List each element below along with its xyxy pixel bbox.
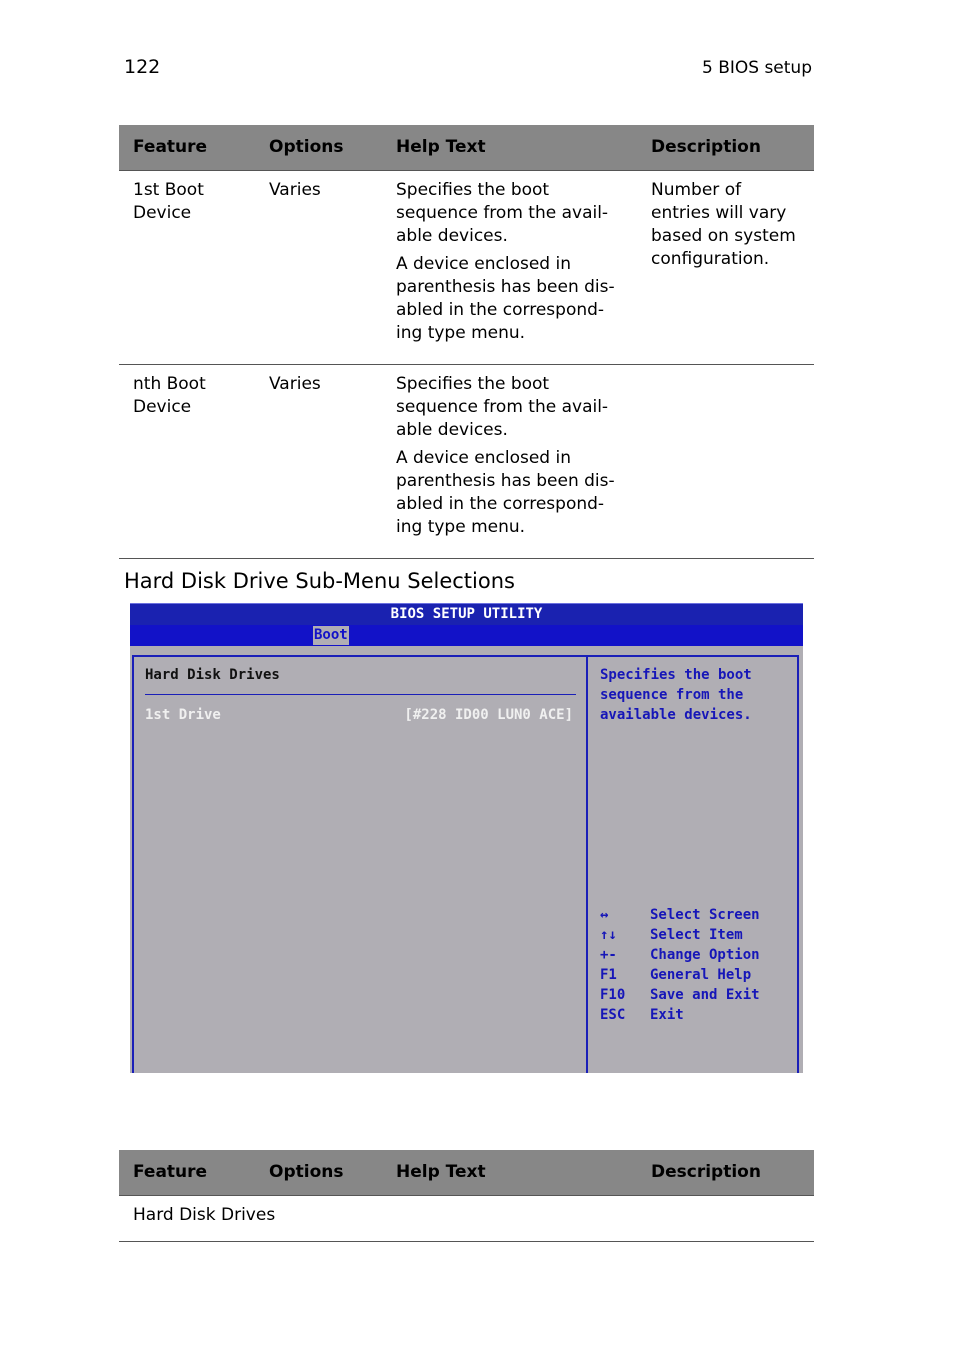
feature-cell — [119, 365, 255, 559]
key-description: Change Option — [650, 947, 760, 963]
description-cell — [637, 171, 814, 365]
section-heading: Hard Disk Drive Sub-Menu Selections — [124, 569, 515, 593]
help-paragraph — [396, 179, 637, 248]
table-row — [119, 171, 814, 365]
plus-minus-key: +- — [600, 947, 617, 963]
help-line: A device enclosed in — [396, 254, 571, 274]
options-cell: Varies — [255, 365, 382, 559]
column-header-help: Help Text — [382, 125, 637, 171]
help-cell — [382, 1196, 637, 1242]
column-header-feature: Feature — [119, 1150, 255, 1196]
help-line: able devices. — [396, 226, 508, 246]
feature-line: nth Boot — [133, 374, 206, 394]
help-line: abled in the correspond- — [396, 494, 605, 514]
column-header-options: Options — [255, 1150, 382, 1196]
help-paragraph — [396, 447, 637, 539]
feature-line: Device — [133, 397, 192, 417]
key-description: General Help — [650, 967, 752, 983]
key-description: Select Screen — [650, 907, 760, 923]
table-row — [119, 365, 814, 559]
column-header-feature: Feature — [119, 125, 255, 171]
feature-cell: Hard Disk Drives — [119, 1196, 382, 1242]
key-description: Save and Exit — [650, 987, 760, 1003]
help-cell — [382, 365, 637, 559]
drive-item-value[interactable]: [#228 ID00 LUN0 ACE] — [404, 707, 573, 723]
table-header-row — [119, 1150, 814, 1196]
description-line: Number of — [651, 180, 742, 200]
help-line: Specifies the boot — [396, 374, 550, 394]
help-text-line: sequence from the — [600, 687, 744, 703]
column-header-help: Help Text — [382, 1150, 637, 1196]
bios-screenshot — [130, 603, 803, 1073]
key-description: Select Item — [650, 927, 743, 943]
help-text-line: available devices. — [600, 707, 752, 723]
esc-key: ESC — [600, 1007, 626, 1023]
panel-divider — [586, 655, 588, 1073]
bios-tab-bar — [130, 625, 803, 646]
description-line: based on system — [651, 226, 796, 246]
column-header-description: Description — [637, 125, 814, 171]
key-description: Exit — [650, 1007, 684, 1023]
column-header-options: Options — [255, 125, 382, 171]
title-underline — [145, 694, 576, 695]
f1-key: F1 — [600, 967, 617, 983]
up-down-arrow-icon: ↑↓ — [600, 927, 617, 943]
panel-title: Hard Disk Drives — [145, 667, 280, 683]
description-line: configuration. — [651, 249, 770, 269]
description-line: entries will vary — [651, 203, 787, 223]
feature-line: 1st Boot — [133, 180, 204, 200]
drive-item-label[interactable]: 1st Drive — [145, 707, 221, 723]
description-cell — [637, 365, 814, 559]
help-line: able devices. — [396, 420, 508, 440]
help-cell — [382, 171, 637, 365]
help-line: sequence from the avail- — [396, 397, 609, 417]
help-paragraph — [396, 373, 637, 442]
help-line: ing type menu. — [396, 323, 526, 343]
left-right-arrow-icon: ↔ — [600, 907, 609, 923]
help-text-line: Specifies the boot — [600, 667, 752, 683]
options-cell: Varies — [255, 171, 382, 365]
help-line: parenthesis has been dis- — [396, 277, 615, 297]
boot-device-table — [119, 125, 814, 559]
bios-title-bar: BIOS SETUP UTILITY — [130, 603, 803, 625]
help-line: sequence from the avail- — [396, 203, 609, 223]
feature-line: Device — [133, 203, 192, 223]
help-line: A device enclosed in — [396, 448, 571, 468]
help-line: abled in the correspond- — [396, 300, 605, 320]
feature-cell — [119, 171, 255, 365]
chapter-title: 5 BIOS setup — [701, 58, 812, 78]
page-number: 122 — [124, 56, 161, 78]
help-paragraph — [396, 253, 637, 345]
table-row — [119, 1196, 814, 1242]
help-line: Specifies the boot — [396, 180, 550, 200]
table-header-row — [119, 125, 814, 171]
f10-key: F10 — [600, 987, 626, 1003]
column-header-description: Description — [637, 1150, 814, 1196]
help-line: parenthesis has been dis- — [396, 471, 615, 491]
help-line: ing type menu. — [396, 517, 526, 537]
tab-boot[interactable]: Boot — [314, 627, 348, 643]
hard-disk-table — [119, 1150, 814, 1242]
description-cell — [637, 1196, 814, 1242]
